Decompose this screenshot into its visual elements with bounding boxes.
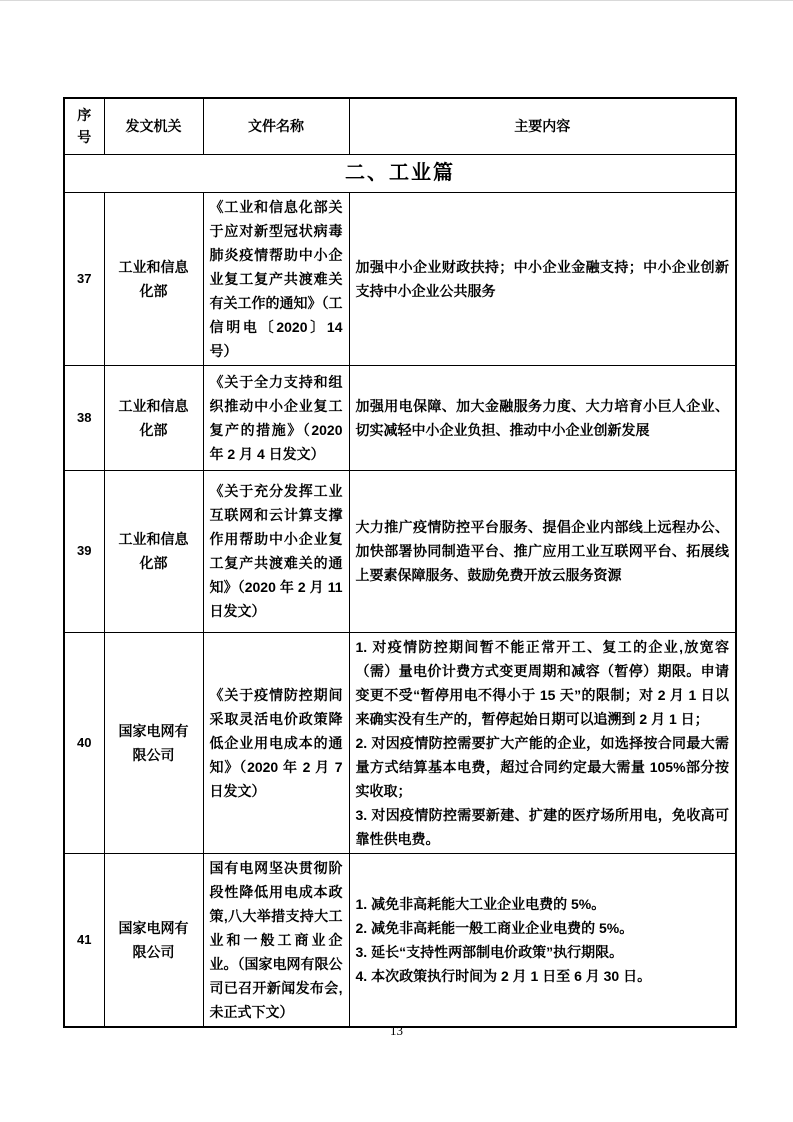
- table-row: [64, 632, 736, 853]
- document-name: 国有电网坚决贯彻阶段性降低用电成本政策,八大举措支持大工业和一般工商业企业。（国家电网有限公司已召开新闻发布会,未正式下文）: [203, 853, 349, 1027]
- row-serial-number: 41: [64, 853, 104, 1027]
- main-content: [349, 192, 736, 365]
- main-content: [349, 632, 736, 853]
- page-number: 13: [390, 1023, 403, 1038]
- issuing-agency: 国家电网有限公司: [104, 853, 203, 1027]
- table-row: [64, 192, 736, 365]
- table-row: [64, 853, 736, 1027]
- issuing-agency: 国家电网有限公司: [104, 632, 203, 853]
- document-name: 《关于疫情防控期间采取灵活电价政策降低企业用电成本的通知》（2020 年 2 月 7 日发文）: [203, 632, 349, 853]
- main-content: [349, 470, 736, 632]
- row-serial-number: 40: [64, 632, 104, 853]
- content-paragraph: 4. 本次政策执行时间为 2 月 1 日至 6 月 30 日。: [355, 967, 652, 984]
- section-header-row: [64, 154, 736, 192]
- content-paragraph: 3. 对因疫情防控需要新建、扩建的医疗场所用电，免收高可靠性供电费。: [355, 806, 729, 847]
- row-serial-number: 38: [64, 365, 104, 470]
- table-header-row: [64, 98, 736, 154]
- header-main-content: 主要内容: [349, 98, 736, 154]
- header-serial-number: [64, 98, 104, 154]
- row-serial-number: 39: [64, 470, 104, 632]
- header-document-name: 文件名称: [203, 98, 349, 154]
- document-name: 《关于充分发挥工业互联网和云计算支撑作用帮助中小企业复工复产共渡难关的通知》（2020 年 2 月 11 日发文）: [203, 470, 349, 632]
- content-paragraph: 2. 减免非高耗能一般工商业企业电费的 5%。: [355, 919, 634, 936]
- row-serial-number: 37: [64, 192, 104, 365]
- main-content: [349, 853, 736, 1027]
- table-row: [64, 470, 736, 632]
- content-paragraph: 大力推广疫情防控平台服务、提倡企业内部线上远程办公、加快部署协同制造平台、推广应用工业互联网平台、拓展线上要素保障服务、鼓励免费开放云服务资源: [355, 519, 729, 583]
- content-paragraph: 3. 延长“支持性两部制电价政策”执行期限。: [355, 943, 624, 960]
- issuing-agency: 工业和信息化部: [104, 192, 203, 365]
- issuing-agency: 工业和信息化部: [104, 365, 203, 470]
- content-paragraph: 加强用电保障、加大金融服务力度、大力培育小巨人企业、切实减轻中小企业负担、推动中小企业创新发展: [355, 397, 729, 438]
- document-name: 《关于全力支持和组织推动中小企业复工复产的措施》（2020 年 2 月 4 日发文）: [203, 365, 349, 470]
- content-paragraph: 加强中小企业财政扶持；中小企业金融支持；中小企业创新支持中小企业公共服务: [355, 258, 729, 299]
- section-title: 二、工业篇: [64, 154, 736, 192]
- content-paragraph: 2. 对因疫情防控需要扩大产能的企业，如选择按合同最大需量方式结算基本电费，超过合同约定最大需量 105%部分按实收取；: [355, 734, 729, 799]
- table-row: [64, 365, 736, 470]
- content-paragraph: 1. 减免非高耗能大工业企业电费的 5%。: [355, 895, 606, 912]
- content-paragraph: 1. 对疫情防控期间暂不能正常开工、复工的企业,放宽容（需）量电价计费方式变更周期和减容（暂停）期限。申请变更不受“暂停用电不得小于 15 天”的限制；对 2 月 1 日以来确实没有生产的，暂停起始日期可以追溯到 2 月 1 日；: [355, 638, 729, 727]
- header-serial-number-label: 序号: [77, 107, 92, 146]
- policy-table: [63, 97, 737, 1028]
- document-name: 《工业和信息化部关于应对新型冠状病毒肺炎疫情帮助中小企业复工复产共渡难关有关工作的通知》（工信明电〔2020〕14 号）: [203, 192, 349, 365]
- header-issuing-agency: 发文机关: [104, 98, 203, 154]
- issuing-agency: 工业和信息化部: [104, 470, 203, 632]
- main-content: [349, 365, 736, 470]
